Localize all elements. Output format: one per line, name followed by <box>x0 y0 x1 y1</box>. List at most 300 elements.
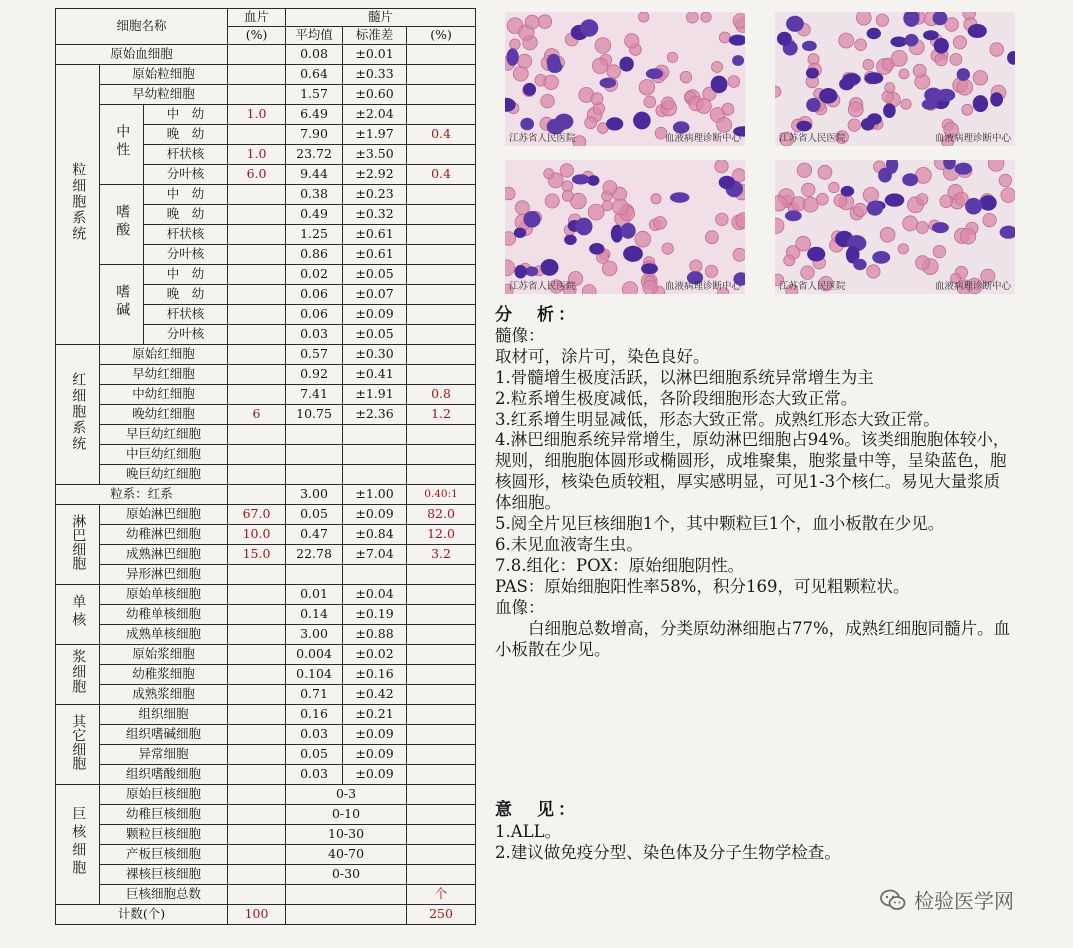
red-blood-cell <box>639 12 649 22</box>
table-row <box>56 805 476 825</box>
table-row <box>56 485 476 505</box>
mean-value: 0.14 <box>286 605 343 625</box>
mean-header: 平均值 <box>286 27 343 45</box>
blood-value: 100 <box>228 905 286 925</box>
row-name: 组织嗜碱细胞 <box>100 725 228 745</box>
lymphoblast-cell <box>806 98 820 112</box>
mean-value: 0.92 <box>286 365 343 385</box>
table-row <box>56 565 476 585</box>
table-row <box>56 405 476 425</box>
lymphoblast-cell <box>934 38 949 54</box>
lymphoblast-cell <box>547 54 561 70</box>
red-blood-cell <box>686 12 698 23</box>
blood-value: 1.0 <box>228 145 286 165</box>
group-plasma: 浆细胞 <box>56 645 100 705</box>
sd-value: ±0.41 <box>343 365 407 385</box>
row-name: 分叶核 <box>144 165 228 185</box>
row-name: 分叶核 <box>144 325 228 345</box>
red-blood-cell <box>592 58 607 73</box>
mean-value: 0.01 <box>286 585 343 605</box>
lymphoblast-cell <box>520 118 534 131</box>
red-blood-cell <box>525 15 539 29</box>
sd-value: ±0.19 <box>343 605 407 625</box>
mean-value: 1.57 <box>286 85 343 105</box>
row-name: 粒系：红系 <box>56 485 228 505</box>
red-blood-cell <box>973 71 988 86</box>
mean-value: 23.72 <box>286 145 343 165</box>
range-value: 40-70 <box>286 845 407 865</box>
red-blood-cell <box>867 265 880 278</box>
group-lympho: 淋巴细胞 <box>56 505 100 585</box>
red-blood-cell <box>898 244 908 254</box>
marrow-value: 3.2 <box>407 545 476 565</box>
marrow-report-table <box>55 8 476 925</box>
red-blood-cell <box>705 265 717 277</box>
red-blood-cell <box>876 14 888 26</box>
photo-caption-hospital: 江苏省人民医院 <box>509 281 576 292</box>
marrow-value: 250 <box>407 905 476 925</box>
red-blood-cell <box>612 199 628 215</box>
analysis-line: 1.骨髓增生极度活跃，以淋巴细胞系统异常增生为主 <box>495 367 874 387</box>
red-blood-cell <box>933 245 945 257</box>
red-blood-cell <box>990 43 1004 57</box>
row-name: 分叶核 <box>144 245 228 265</box>
mean-value: 0.38 <box>286 185 343 205</box>
lymphoblast-cell <box>576 218 593 236</box>
row-name: 晚 幼 <box>144 285 228 305</box>
row-name: 原始巨核细胞 <box>100 785 228 805</box>
row-name: 晚幼红细胞 <box>100 405 228 425</box>
mean-value: 0.71 <box>286 685 343 705</box>
lymphoblast-cell <box>990 92 1003 106</box>
row-name: 计数(个) <box>56 905 228 925</box>
photo-caption-center: 血液病理诊断中心 <box>934 133 1011 144</box>
table-row <box>56 665 476 685</box>
table-row <box>56 385 476 405</box>
sd-value: ±0.60 <box>343 85 407 105</box>
blood-smear-image <box>775 160 1015 294</box>
red-blood-cell <box>885 83 895 93</box>
lymphoblast-cell <box>670 192 690 203</box>
photo-caption-hospital: 江苏省人民医院 <box>779 281 846 292</box>
lymphoblast-cell <box>843 73 861 85</box>
red-blood-cell <box>802 183 815 196</box>
red-blood-cell <box>585 117 597 129</box>
red-blood-cell <box>712 62 723 73</box>
lymphoblast-cell <box>819 88 837 104</box>
red-blood-cell <box>775 196 787 211</box>
row-name: 早幼粒细胞 <box>100 85 228 105</box>
row-name: 异形淋巴细胞 <box>100 565 228 585</box>
mean-value: 0.06 <box>286 285 343 305</box>
marrow-value: 0.8 <box>407 385 476 405</box>
row-name: 杆状核 <box>144 145 228 165</box>
row-name: 早幼红细胞 <box>100 365 228 385</box>
mean-value: 0.49 <box>286 205 343 225</box>
mean-value: 0.08 <box>286 45 343 65</box>
red-blood-cell <box>901 99 911 109</box>
table-row <box>56 365 476 385</box>
red-blood-cell <box>733 14 745 29</box>
red-blood-cell <box>505 187 515 200</box>
analysis-line: 5.阅全片见巨核细胞1个，其中颗粒巨1个，血小板散在少见。 <box>495 514 945 534</box>
lymphoblast-cell <box>890 37 907 48</box>
table-row <box>56 525 476 545</box>
marrow-unit: (%) <box>407 27 476 45</box>
red-blood-cell <box>697 99 712 114</box>
red-blood-cell <box>538 15 552 29</box>
red-blood-cell <box>651 194 661 204</box>
red-blood-cell <box>818 165 832 179</box>
analysis-line: 2.粒系增生极度减低，各阶段细胞形态大致正常。 <box>495 388 858 408</box>
red-blood-cell <box>917 194 928 205</box>
lymphoblast-cell <box>641 263 658 274</box>
photo-caption-hospital: 江苏省人民医院 <box>509 133 576 144</box>
sd-value: ±1.00 <box>343 485 407 505</box>
lymphoblast-cell <box>589 243 604 255</box>
red-blood-cell <box>891 50 907 66</box>
mean-value: 3.00 <box>286 485 343 505</box>
red-blood-cell <box>560 164 573 177</box>
blood-smear-image <box>505 160 745 294</box>
mean-value: 10.75 <box>286 405 343 425</box>
sd-value: ±2.92 <box>343 165 407 185</box>
row-name: 成熟浆细胞 <box>100 685 228 705</box>
mean-value: 0.02 <box>286 265 343 285</box>
sd-value: ±0.23 <box>343 185 407 205</box>
lymphoblast-cell <box>932 222 949 233</box>
lymphoblast-cell <box>606 117 623 130</box>
mean-value: 1.25 <box>286 225 343 245</box>
table-row <box>56 865 476 885</box>
sd-value: ±1.91 <box>343 385 407 405</box>
range-value: 10-30 <box>286 825 407 845</box>
photo-caption-center: 血液病理诊断中心 <box>664 133 741 144</box>
analysis-line: 7.8.组化：POX：原始细胞阴性。 <box>495 555 745 575</box>
table-row <box>56 885 476 905</box>
red-blood-cell <box>510 39 521 50</box>
blood-value: 6.0 <box>228 165 286 185</box>
table-row <box>56 585 476 605</box>
lymphoblast-cell <box>623 246 643 262</box>
red-blood-cell <box>983 213 996 226</box>
red-blood-cell <box>916 256 930 270</box>
row-name: 中 幼 <box>144 265 228 285</box>
cell-name-header: 细胞名称 <box>56 9 228 45</box>
marrow-value: 12.0 <box>407 525 476 545</box>
group-erythro: 红细胞系统 <box>56 345 100 485</box>
red-blood-cell <box>855 39 867 51</box>
sd-value: ±0.88 <box>343 625 407 645</box>
table-row <box>56 545 476 565</box>
sd-value: ±0.05 <box>343 265 407 285</box>
sd-value: ±3.50 <box>343 145 407 165</box>
watermark <box>880 885 1014 914</box>
mean-value: 0.47 <box>286 525 343 545</box>
lymphoblast-cell <box>506 48 518 66</box>
marrow-value: 1.2 <box>407 405 476 425</box>
mean-value: 0.05 <box>286 505 343 525</box>
table-row <box>56 265 476 285</box>
red-blood-cell <box>863 187 878 202</box>
sd-value: ±0.61 <box>343 245 407 265</box>
lymphoblast-cell <box>785 210 802 221</box>
sd-value: ±0.02 <box>343 645 407 665</box>
red-blood-cell <box>848 102 863 117</box>
red-blood-cell <box>625 34 639 48</box>
group-baso: 嗜碱 <box>100 265 144 345</box>
red-blood-cell <box>856 12 871 25</box>
red-blood-cell <box>595 38 611 54</box>
lymphoblast-cell <box>646 68 663 79</box>
sd-value: ±0.21 <box>343 705 407 725</box>
lymphoblast-cell <box>600 78 617 88</box>
table-row <box>56 105 476 125</box>
sd-value: ±0.16 <box>343 665 407 685</box>
micrograph-2 <box>775 12 1015 146</box>
lymphoblast-cell <box>867 113 882 124</box>
mean-value: 22.78 <box>286 545 343 565</box>
row-name: 原始血细胞 <box>56 45 228 65</box>
red-blood-cell <box>839 33 854 48</box>
lymphoblast-cell <box>867 28 881 39</box>
analysis-line: 取材可，涂片可，染色良好。 <box>495 346 710 366</box>
table-row <box>56 845 476 865</box>
lymphoblast-cell <box>541 259 559 276</box>
red-blood-cell <box>784 255 795 266</box>
row-name: 成熟淋巴细胞 <box>100 545 228 565</box>
micrograph-3 <box>505 160 745 294</box>
table-row <box>56 45 476 65</box>
red-blood-cell <box>962 104 973 115</box>
red-blood-cell <box>953 36 966 49</box>
lymphoblast-cell <box>786 16 804 32</box>
red-blood-cell <box>899 69 909 79</box>
lymphoblast-cell <box>905 34 919 47</box>
table-row <box>56 765 476 785</box>
red-blood-cell <box>854 203 867 216</box>
red-blood-cell <box>999 174 1011 186</box>
red-blood-cell <box>607 65 621 79</box>
lymphoblast-cell <box>885 193 905 206</box>
table-row <box>56 785 476 805</box>
lymphoblast-cell <box>957 68 970 81</box>
report-table-wrapper <box>55 8 475 925</box>
red-blood-cell <box>701 12 711 22</box>
lymphoblast-cell <box>564 235 577 245</box>
red-blood-cell <box>935 54 947 66</box>
photo-caption-center: 血液病理诊断中心 <box>934 281 1011 292</box>
sd-value: ±0.09 <box>343 725 407 745</box>
mean-value: 7.41 <box>286 385 343 405</box>
photo-caption-hospital: 江苏省人民医院 <box>779 133 846 144</box>
marrow-value: 0.4 <box>407 125 476 145</box>
row-name: 幼稚单核细胞 <box>100 605 228 625</box>
lymphoblast-cell <box>973 95 988 112</box>
opinion-heading: 意 见： <box>495 800 579 820</box>
red-blood-cell <box>719 32 730 43</box>
table-row <box>56 685 476 705</box>
lymphoblast-cell <box>523 211 540 228</box>
red-blood-cell <box>903 216 918 231</box>
lymphoblast-cell <box>621 223 636 239</box>
row-name: 早巨幼红细胞 <box>100 425 228 445</box>
watermark-text: 检验医学网 <box>914 889 1014 913</box>
red-blood-cell <box>635 231 651 247</box>
lymphoblast-cell <box>525 266 538 276</box>
group-other: 其它细胞 <box>56 705 100 785</box>
sd-value: ±0.61 <box>343 225 407 245</box>
mean-value: 9.44 <box>286 165 343 185</box>
sd-value: ±0.84 <box>343 525 407 545</box>
row-name: 组织细胞 <box>100 705 228 725</box>
blood-text: 白细胞总数增高，分类原幼淋细胞占77%，成熟红细胞同髓片。血小板散在少见。 <box>495 618 1011 659</box>
red-blood-cell <box>957 79 973 95</box>
analysis-line: 3.红系增生明显减低，形态大致正常。成熟红形态大致正常。 <box>495 409 940 429</box>
table-row <box>56 905 476 925</box>
table-row <box>56 345 476 365</box>
table-row <box>56 85 476 105</box>
red-blood-cell <box>544 75 559 90</box>
analysis-line: 4.淋巴细胞系统异常增生，原幼淋巴细胞占94%。该类细胞胞体较小，规则，细胞胞体圆形或椭圆形，成堆聚集，胞浆量中等，呈染蓝色，胞核圆形，核染色质较粗，厚实感明显，可见1-3个核仁。易见大量浆质体细胞。 <box>495 430 1010 513</box>
row-name: 原始红细胞 <box>100 345 228 365</box>
lymphoblast-cell <box>902 173 918 186</box>
row-name: 颗粒巨核细胞 <box>100 825 228 845</box>
red-blood-cell <box>863 59 874 70</box>
red-blood-cell <box>913 64 926 77</box>
row-name: 中 幼 <box>144 185 228 205</box>
red-blood-cell <box>715 160 728 173</box>
marrow-value: 82.0 <box>407 505 476 525</box>
table-row <box>56 745 476 765</box>
sd-value: ±0.09 <box>343 305 407 325</box>
lymphoblast-cell <box>841 186 855 197</box>
lymphoblast-cell <box>923 30 939 40</box>
red-blood-cell <box>690 260 702 272</box>
row-name: 原始粒细胞 <box>100 65 228 85</box>
red-blood-cell <box>602 261 617 276</box>
lymphoblast-cell <box>955 163 972 175</box>
analysis-line: PAS：原始细胞阳性率58%，积分169，可见粗颗粒状。 <box>495 576 910 596</box>
marrow-label: 髓像： <box>495 325 545 345</box>
table-row <box>56 465 476 485</box>
mean-value: 0.03 <box>286 765 343 785</box>
blood-header: 血片 <box>228 9 286 27</box>
range-value: 0-3 <box>286 785 407 805</box>
red-blood-cell <box>705 231 718 244</box>
lymphoblast-cell <box>777 32 792 46</box>
lymphoblast-cell <box>867 201 883 216</box>
sd-value: ±1.97 <box>343 125 407 145</box>
lymphoblast-cell <box>633 112 651 130</box>
table-row <box>56 725 476 745</box>
blood-value: 67.0 <box>228 505 286 525</box>
red-blood-cell <box>797 163 811 177</box>
red-blood-cell <box>591 93 603 105</box>
sd-value: ±0.09 <box>343 505 407 525</box>
red-blood-cell <box>644 96 656 108</box>
sd-value: ±0.07 <box>343 285 407 305</box>
row-name: 原始单核细胞 <box>100 585 228 605</box>
lymphoblast-cell <box>807 247 825 262</box>
micrograph-4 <box>775 160 1015 294</box>
row-name: 晚巨幼红细胞 <box>100 465 228 485</box>
lymphoblast-cell <box>619 57 633 72</box>
lymphoblast-cell <box>865 72 884 84</box>
red-blood-cell <box>654 217 667 230</box>
group-mega: 巨核细胞 <box>56 785 100 905</box>
lymphoblast-cell <box>572 174 590 184</box>
lymphoblast-cell <box>732 55 744 66</box>
row-name: 裸核巨核细胞 <box>100 865 228 885</box>
red-blood-cell <box>829 182 840 193</box>
red-blood-cell <box>722 103 734 115</box>
red-blood-cell <box>803 197 818 212</box>
mean-value: 0.03 <box>286 725 343 745</box>
row-name: 幼稚淋巴细胞 <box>100 525 228 545</box>
lymphoblast-cell <box>883 103 896 118</box>
mean-value: 3.00 <box>286 625 343 645</box>
marrow-value: 个 <box>407 885 476 905</box>
mean-value: 0.86 <box>286 245 343 265</box>
red-blood-cell <box>541 94 555 108</box>
table-row <box>56 705 476 725</box>
table-row <box>56 505 476 525</box>
mean-value: 0.16 <box>286 705 343 725</box>
lymphoblast-cell <box>611 225 623 243</box>
row-name: 原始淋巴细胞 <box>100 505 228 525</box>
red-blood-cell <box>588 204 604 220</box>
red-blood-cell <box>545 194 559 208</box>
row-name: 中 幼 <box>144 105 228 125</box>
row-name: 幼稚浆细胞 <box>100 665 228 685</box>
red-blood-cell <box>1001 188 1015 203</box>
mean-value: 6.49 <box>286 105 343 125</box>
red-blood-cell <box>602 201 612 211</box>
blood-smear-image <box>505 12 745 146</box>
group-eosino: 嗜酸 <box>100 185 144 265</box>
lymphoblast-cell <box>802 41 817 51</box>
table-row <box>56 185 476 205</box>
blood-unit: (%) <box>228 27 286 45</box>
mean-value: 0.06 <box>286 305 343 325</box>
red-blood-cell <box>916 222 928 234</box>
red-blood-cell <box>716 213 729 226</box>
sd-value: ±0.05 <box>343 325 407 345</box>
red-blood-cell <box>518 54 532 68</box>
row-name: 组织嗜酸细胞 <box>100 765 228 785</box>
red-blood-cell <box>960 229 976 245</box>
row-name: 成熟单核细胞 <box>100 625 228 645</box>
red-blood-cell <box>796 236 811 251</box>
mean-value: 0.03 <box>286 325 343 345</box>
sd-header: 标准差 <box>343 27 407 45</box>
row-name: 晚 幼 <box>144 205 228 225</box>
row-name: 中巨幼红细胞 <box>100 445 228 465</box>
lymphoblast-cell <box>514 228 526 238</box>
opinion-line: 1.ALL。 <box>495 822 562 841</box>
sd-value: ±0.09 <box>343 765 407 785</box>
photo-caption-center: 血液病理诊断中心 <box>664 281 741 292</box>
mean-value: 0.64 <box>286 65 343 85</box>
row-name: 异常细胞 <box>100 745 228 765</box>
red-blood-cell <box>880 227 895 242</box>
sd-value: ±2.04 <box>343 105 407 125</box>
sd-value: ±0.09 <box>343 745 407 765</box>
group-mono: 单核 <box>56 585 100 645</box>
opinion-section <box>495 800 1015 863</box>
blood-smear-image <box>775 12 1015 146</box>
